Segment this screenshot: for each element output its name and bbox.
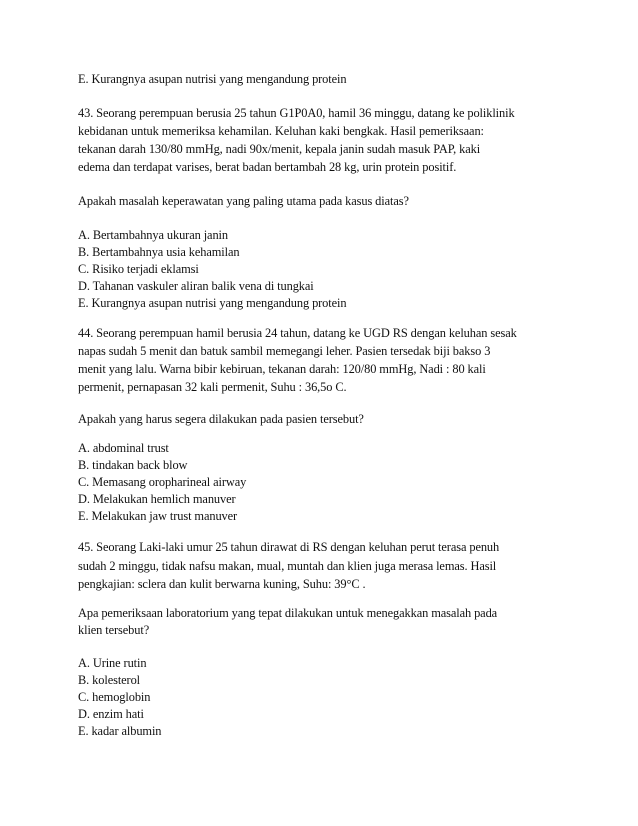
- question-44-prompt: Apakah yang harus segera dilakukan pada pasien tersebut?: [78, 412, 364, 426]
- question-43-stem-line: kebidanan untuk memeriksa kehamilan. Keluhan kaki bengkak. Hasil pemeriksaan:: [78, 124, 484, 138]
- question-43-option-c: C. Risiko terjadi eklamsi: [78, 262, 199, 276]
- question-45-prompt-line: klien tersebut?: [78, 623, 150, 637]
- question-43-stem-line: edema dan terdapat varises, berat badan bertambah 28 kg, urin protein positif.: [78, 160, 457, 174]
- question-43-option-d: D. Tahanan vaskuler aliran balik vena di tungkai: [78, 279, 314, 293]
- question-43-option-e: E. Kurangnya asupan nutrisi yang mengandung protein: [78, 296, 347, 310]
- question-44-option-e: E. Melakukan jaw trust manuver: [78, 509, 238, 523]
- option-e-previous: E. Kurangnya asupan nutrisi yang mengandung protein: [78, 72, 347, 86]
- question-45-prompt-line: Apa pemeriksaan laboratorium yang tepat dilakukan untuk menegakkan masalah pada: [78, 606, 498, 620]
- question-44-stem-line: napas sudah 5 menit dan batuk sambil memegangi leher. Pasien tersedak biji bakso 3: [78, 344, 491, 358]
- question-45-stem-line: sudah 2 minggu, tidak nafsu makan, mual, muntah dan klien juga merasa lemas. Hasil: [78, 559, 497, 573]
- question-45-stem-line: 45. Seorang Laki-laki umur 25 tahun dirawat di RS dengan keluhan perut terasa penuh: [78, 540, 500, 554]
- question-45-option-c: C. hemoglobin: [78, 690, 151, 704]
- question-44-option-b: B. tindakan back blow: [78, 458, 188, 472]
- question-45-option-d: D. enzim hati: [78, 707, 144, 721]
- question-45-option-b: B. kolesterol: [78, 673, 141, 687]
- question-43-option-a: A. Bertambahnya ukuran janin: [78, 228, 228, 242]
- question-45-option-a: A. Urine rutin: [78, 656, 147, 670]
- question-44-stem-line: permenit, pernapasan 32 kali permenit, Suhu : 36,5o C.: [78, 380, 347, 394]
- question-43-option-b: B. Bertambahnya usia kehamilan: [78, 245, 240, 259]
- question-44-stem-line: 44. Seorang perempuan hamil berusia 24 tahun, datang ke UGD RS dengan keluhan sesak: [78, 326, 517, 340]
- question-43-prompt: Apakah masalah keperawatan yang paling utama pada kasus diatas?: [78, 194, 409, 208]
- question-44-option-c: C. Memasang oropharineal airway: [78, 475, 247, 489]
- question-45-option-e: E. kadar albumin: [78, 724, 162, 738]
- question-44-option-a: A. abdominal trust: [78, 441, 169, 455]
- question-44-option-d: D. Melakukan hemlich manuver: [78, 492, 236, 506]
- question-45-stem-line: pengkajian: sclera dan kulit berwarna kuning, Suhu: 39°C .: [78, 577, 366, 591]
- question-43-stem-line: 43. Seorang perempuan berusia 25 tahun G1P0A0, hamil 36 minggu, datang ke poliklinik: [78, 106, 515, 120]
- question-43-stem-line: tekanan darah 130/80 mmHg, nadi 90x/menit, kepala janin sudah masuk PAP, kaki: [78, 142, 481, 156]
- question-44-stem-line: menit yang lalu. Warna bibir kebiruan, tekanan darah: 120/80 mmHg, Nadi : 80 kali: [78, 362, 486, 376]
